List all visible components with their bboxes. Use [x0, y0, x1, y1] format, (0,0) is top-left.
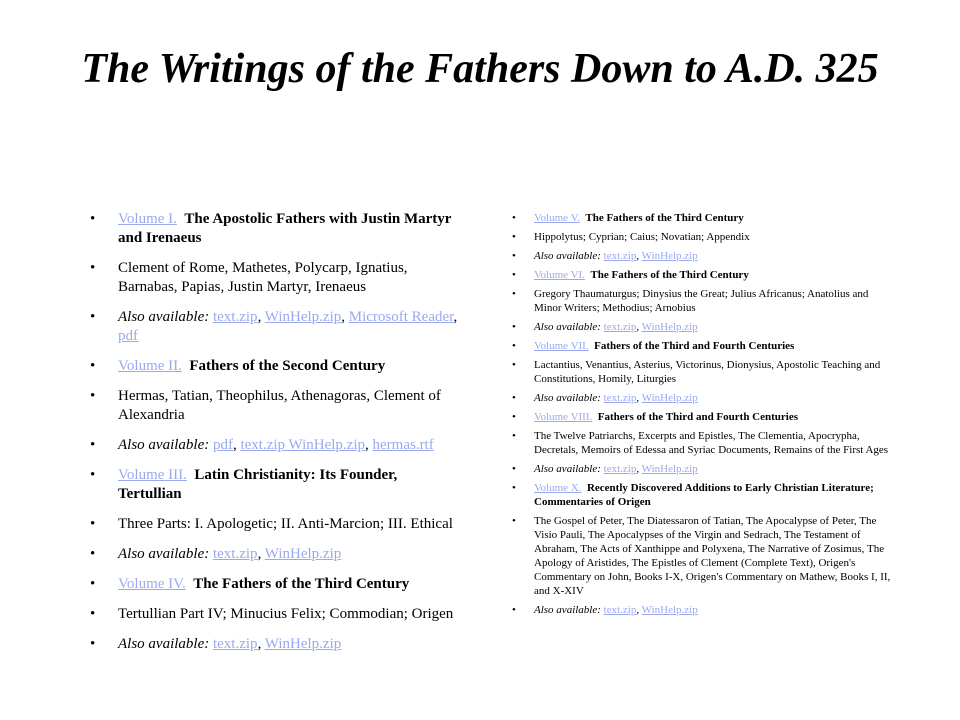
text-zip-link[interactable]: text.zip: [603, 604, 637, 616]
also-available-label: Also available:: [534, 321, 601, 333]
volume-heading: [512, 339, 892, 353]
volume-heading: [512, 410, 892, 424]
volume-3-link[interactable]: Volume III.: [118, 467, 187, 483]
also-available: • Also available: text.zip, WinHelp.zip: [512, 249, 892, 263]
volume-4-link[interactable]: Volume IV.: [118, 576, 186, 592]
description-text: The Twelve Patriarchs, Excerpts and Epistles, The Clementia, Apocrypha, Decretals, Memoirs of Edessa and Syriac Documents, Remains of the First Ages: [534, 430, 889, 456]
description-text: Hippolytus; Cyprian; Caius; Novatian; Appendix: [534, 231, 750, 243]
volume-description: [512, 429, 892, 457]
volume-description: [512, 287, 892, 315]
pdf-link[interactable]: pdf: [212, 437, 233, 453]
winhelp-zip-link[interactable]: WinHelp.zip: [641, 463, 698, 475]
also-available: • Also available: text.zip, WinHelp.zip: [512, 462, 892, 476]
volume-title: The Fathers of the Third Century: [590, 269, 749, 281]
also-available-label: Also available:: [118, 309, 210, 325]
volume-6-link[interactable]: Volume VI.: [534, 269, 585, 281]
text-zip-link[interactable]: text.zip: [603, 321, 637, 333]
volume-description: [90, 259, 462, 297]
also-available: • Also available: text.zip, WinHelp.zip: [90, 545, 462, 564]
winhelp-zip-link[interactable]: WinHelp.zip: [641, 392, 698, 404]
description-text: Tertullian Part IV; Minucius Felix; Commodian; Origen: [118, 606, 454, 622]
volume-description: [512, 230, 892, 244]
text-zip-link[interactable]: text.zip: [603, 392, 637, 404]
also-available: • Also available: text.zip, WinHelp.zip: [512, 391, 892, 405]
also-available-label: Also available:: [534, 604, 601, 616]
also-available: • Also available: text.zip, WinHelp.zip: [512, 320, 892, 334]
volume-title: The Fathers of the Third Century: [585, 212, 744, 224]
also-available-label: Also available:: [534, 392, 601, 404]
volume-description: [512, 358, 892, 386]
volume-8-link[interactable]: Volume VIII.: [534, 411, 593, 423]
description-text: Lactantius, Venantius, Asterius, Victorinus, Dionysius, Apostolic Teaching and Constitutions, Homily, Liturgies: [534, 359, 881, 385]
text-zip-link[interactable]: text.zip: [212, 546, 258, 562]
description-text: Clement of Rome, Mathetes, Polycarp, Ignatius, Barnabas, Papias, Justin Martyr, Irenaeus: [118, 260, 408, 295]
description-text: Gregory Thaumaturgus; Dinysius the Great; Julius Africanus; Anatolius and Minor Writers; Methodius; Arnobius: [534, 288, 869, 314]
winhelp-zip-link[interactable]: WinHelp.zip: [641, 250, 698, 262]
volume-description: [90, 605, 462, 624]
left-volume-list: [90, 210, 462, 665]
right-volume-list: [512, 211, 892, 622]
text-zip-link[interactable]: text.zip: [603, 250, 637, 262]
hermas-rtf-link[interactable]: hermas.rtf: [372, 437, 434, 453]
volume-heading: [512, 481, 892, 509]
volume-title: Fathers of the Second Century: [189, 358, 386, 374]
volume-5-link[interactable]: Volume V.: [534, 212, 580, 224]
winhelp-zip-link[interactable]: WinHelp.zip: [264, 636, 342, 652]
text-zip-link[interactable]: text.zip: [212, 309, 258, 325]
text-zip-link[interactable]: text.zip: [212, 636, 258, 652]
volume-description: [90, 387, 462, 425]
volume-10-link[interactable]: Volume X.: [534, 482, 582, 494]
also-available-label: Also available:: [118, 546, 210, 562]
text-zip-link[interactable]: text.zip: [603, 463, 637, 475]
also-available: • Also available: text.zip, WinHelp.zip: [90, 635, 462, 654]
volume-heading: [90, 466, 462, 504]
volume-title: The Fathers of the Third Century: [193, 576, 410, 592]
also-available-label: Also available:: [534, 463, 601, 475]
volume-2-link[interactable]: Volume II.: [118, 358, 182, 374]
volume-1-link[interactable]: Volume I.: [118, 211, 177, 227]
microsoft-reader-link[interactable]: Microsoft Reader: [348, 309, 454, 325]
also-available: • Also available: text.zip, WinHelp.zip: [512, 603, 892, 617]
winhelp-zip-link[interactable]: WinHelp.zip: [641, 604, 698, 616]
volume-description: [90, 515, 462, 534]
volume-title: Latin Christianity: Its Founder, Tertullian: [118, 467, 398, 502]
volume-title: Recently Discovered Additions to Early Christian Literature; Commentaries of Origen: [534, 482, 874, 508]
winhelp-zip-link[interactable]: WinHelp.zip: [264, 309, 342, 325]
description-text: The Gospel of Peter, The Diatessaron of Tatian, The Apocalypse of Peter, The Visio Pauli, The Apocalypses of the Virgin and Sedrach, The Testament of Abraham, The Acts of Xanthippe and Polyxena, The Narrative of Zosimus, The Apology of Aristides, The Epistles of Clement (Complete Text), Origen's Commentary on John, Books I-X, Origen's Commentary on Mathew, Books I, II, and X-XIV: [534, 515, 891, 597]
also-available-label: Also available:: [118, 636, 210, 652]
also-available: • Also available: text.zip, WinHelp.zip, Microsoft Reader, pdf: [90, 308, 462, 346]
winhelp-zip-link[interactable]: WinHelp.zip: [264, 546, 342, 562]
description-text: Three Parts: I. Apologetic; II. Anti-Marcion; III. Ethical: [118, 516, 453, 532]
volume-title: The Apostolic Fathers with Justin Martyr and Irenaeus: [118, 211, 452, 246]
volume-description: [512, 514, 892, 598]
volume-title: Fathers of the Third and Fourth Centuries: [597, 411, 799, 423]
volume-heading: [90, 575, 462, 594]
also-available-label: Also available:: [534, 250, 601, 262]
also-available-label: Also available:: [118, 437, 210, 453]
volume-heading: [90, 210, 462, 248]
also-available: • Also available: pdf, text.zip WinHelp.zip, hermas.rtf: [90, 436, 462, 455]
volume-heading: [90, 357, 462, 376]
description-text: Hermas, Tatian, Theophilus, Athenagoras, Clement of Alexandria: [118, 388, 441, 423]
text-winhelp-zip-link[interactable]: text.zip WinHelp.zip: [240, 437, 365, 453]
volume-heading: [512, 268, 892, 282]
winhelp-zip-link[interactable]: WinHelp.zip: [641, 321, 698, 333]
volume-heading: [512, 211, 892, 225]
page-title: The Writings of the Fathers Down to A.D. 325: [81, 46, 879, 92]
volume-7-link[interactable]: Volume VII.: [534, 340, 589, 352]
volume-title: Fathers of the Third and Fourth Centuries: [594, 340, 795, 352]
pdf-link[interactable]: pdf: [118, 328, 138, 344]
